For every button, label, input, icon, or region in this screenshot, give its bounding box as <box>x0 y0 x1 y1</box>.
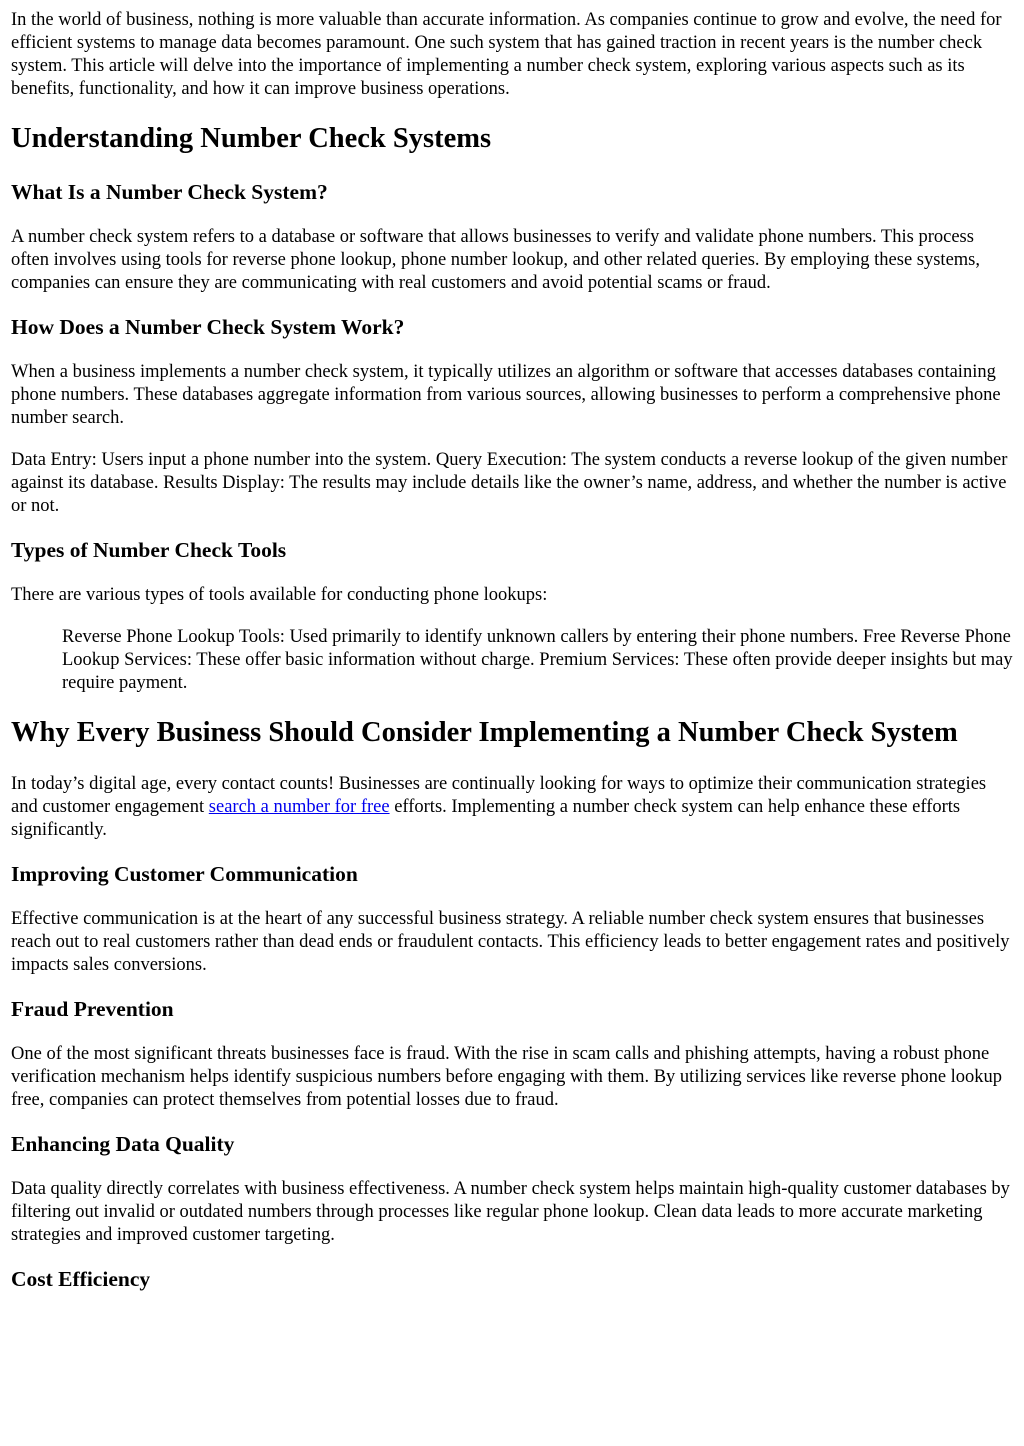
subheading-cost-efficiency: Cost Efficiency <box>11 1267 151 1291</box>
paragraph-what-is: A number check system refers to a database or software that allows businesses to verify and validate phone numbers. This process often involves using tools for reverse phone lookup, phone number lookup, and other related queries. By employing these systems, companies can ensure they are communicating with real customers and avoid potential scams or fraud. <box>11 227 981 293</box>
section-heading-why: Why Every Business Should Consider Implementing a Number Check System <box>11 717 958 748</box>
subheading-how-it-works: How Does a Number Check System Work? <box>11 315 405 339</box>
paragraph-steps: Data Entry: Users input a phone number into the system. Query Execution: The system conducts a reverse lookup of the given number against its database. Results Display: The results may include details like the owner’s name, address, and whether the number is active or not. <box>11 450 1008 516</box>
section-heading-understanding: Understanding Number Check Systems <box>11 123 492 154</box>
subheading-types: Types of Number Check Tools <box>11 538 287 562</box>
paragraph-why <box>11 773 1013 842</box>
subheading-fraud: Fraud Prevention <box>11 997 174 1021</box>
paragraph-fraud: One of the most significant threats businesses face is fraud. With the rise in scam calls and phishing attempts, having a robust phone verification mechanism helps identify suspicious numbers before engaging with them. By utilizing services like reverse phone lookup free, companies can protect themselves from potential losses due to fraud. <box>11 1044 1003 1110</box>
types-blockquote: Reverse Phone Lookup Tools: Used primarily to identify unknown callers by entering their phone numbers. Free Reverse Phone Lookup Services: These offer basic information without charge. Premium Services: These often provide deeper insights but may require payment. <box>62 627 1013 693</box>
paragraph-why-text-start: In today’s digital age, every contact counts! Businesses are continually looking for ways to optimize their communication strategies and customer engagement <box>11 774 987 817</box>
search-number-link[interactable]: search a number for free <box>208 797 390 817</box>
subheading-communication: Improving Customer Communication <box>11 862 358 886</box>
subheading-what-is: What Is a Number Check System? <box>11 180 328 204</box>
paragraph-why-text-end: efforts. Implementing a number check system can help enhance these efforts significantly. <box>11 797 961 840</box>
intro-paragraph: In the world of business, nothing is more valuable than accurate information. As companies continue to grow and evolve, the need for efficient systems to manage data becomes paramount. One such system that has gained traction in recent years is the number check system. This article will delve into the importance of implementing a number check system, exploring various aspects such as its benefits, functionality, and how it can improve business operations. <box>11 10 1002 99</box>
paragraph-communication: Effective communication is at the heart of any successful business strategy. A reliable number check system ensures that businesses reach out to real customers rather than dead ends or fraudulent contacts. This efficiency leads to better engagement rates and positively impacts sales conversions. <box>11 909 1010 975</box>
subheading-data-quality: Enhancing Data Quality <box>11 1132 235 1156</box>
paragraph-how-it-works: When a business implements a number check system, it typically utilizes an algorithm or software that accesses databases containing phone numbers. These databases aggregate information from various sources, allowing businesses to perform a comprehensive phone number search. <box>11 362 1001 428</box>
paragraph-types: There are various types of tools available for conducting phone lookups: <box>11 585 548 605</box>
paragraph-data-quality: Data quality directly correlates with business effectiveness. A number check system helps maintain high-quality customer databases by filtering out invalid or outdated numbers through processes like regular phone lookup. Clean data leads to more accurate marketing strategies and improved customer targeting. <box>11 1179 1010 1245</box>
